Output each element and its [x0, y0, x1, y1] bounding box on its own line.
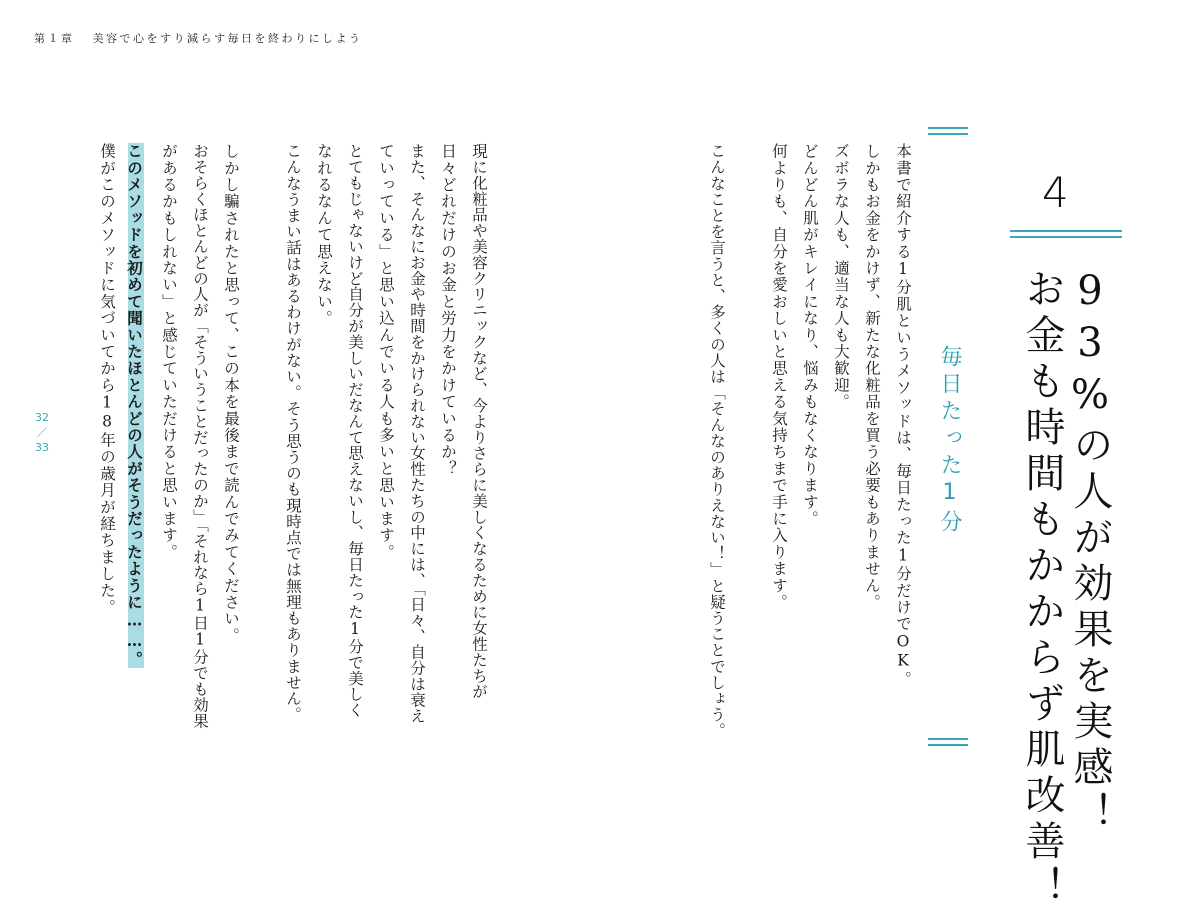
body-left-line-4: ていっている」と思い込んでいる人も多いと思います。	[377, 143, 395, 561]
section-title-line-2: お金も時間もかからず肌改善！	[1019, 268, 1065, 912]
chapter-number: 第１章	[34, 32, 75, 45]
heading-rule	[1010, 230, 1122, 238]
body-right-line-7: こんなことを言うと、多くの人は「そんなのありえない！」と疑うことでしょう。	[708, 143, 726, 739]
body-left-line-5: とてもじゃないけど自分が美しいだなんて思えないし、毎日たった1分で美しく	[346, 143, 364, 718]
body-left-highlighted-line: このメソッドを初めて聞いたほとんどの人がそうだったように……。	[125, 143, 144, 668]
body-left-line-11: があるかもしれない」と感じていただけると思います。	[160, 143, 178, 561]
body-left-line-2: 日々どれだけのお金と労力をかけているか？	[439, 143, 457, 477]
chapter-title: 美容で心をすり減らす毎日を終わりにしよう	[92, 32, 363, 45]
body-right-line-3: ズボラな人も、適当な人も大歓迎。	[832, 143, 850, 411]
page-numbers	[30, 410, 54, 455]
body-left-line-13: 僕がこのメソッドに気づいてから18年の歳月が経ちました。	[98, 143, 116, 616]
section-subtitle: 毎日たった1分	[937, 345, 962, 537]
body-left-line-9: しかし騙されたと思って、この本を最後まで読んでみてください。	[222, 143, 240, 644]
section-number: 4	[1042, 168, 1069, 217]
section-title-line-1: 93%の人が効果を実感！	[1067, 268, 1113, 838]
body-right-line-4: どんどん肌がキレイになり、悩みもなくなります。	[801, 143, 819, 528]
chapter-header	[34, 30, 363, 46]
body-left-line-10: おそらくほとんどの人が「そういうことだったのか」「それなら1日1分でも効果	[191, 143, 209, 729]
body-left-line-6: なれるなんて思えない。	[315, 143, 333, 327]
bottom-rule-short	[928, 738, 968, 746]
page-number-left: 32	[35, 411, 49, 424]
page-number-right: 33	[35, 441, 49, 454]
body-left-line-7: こんなうまい話はあるわけがない。そう思うのも現時点では無理もありません。	[284, 143, 302, 723]
top-rule-short	[928, 127, 968, 135]
page-number-slash: ／	[36, 426, 48, 439]
body-right-line-1: 本書で紹介する1分肌というメソッドは、毎日たった1分だけでOK。	[894, 143, 912, 688]
body-right-line-2: しかもお金をかけず、新たな化粧品を買う必要もありません。	[863, 143, 881, 611]
body-left-line-3: また、そんなにお金や時間をかけられない女性たちの中には、「日々、自分は衰え	[408, 143, 426, 724]
body-right-line-5: 何よりも、自分を愛おしいと思える気持ちまで手に入ります。	[770, 143, 788, 611]
body-left-line-1: 現に化粧品や美容クリニックなど、今よりさらに美しくなるために女性たちが	[470, 143, 488, 700]
